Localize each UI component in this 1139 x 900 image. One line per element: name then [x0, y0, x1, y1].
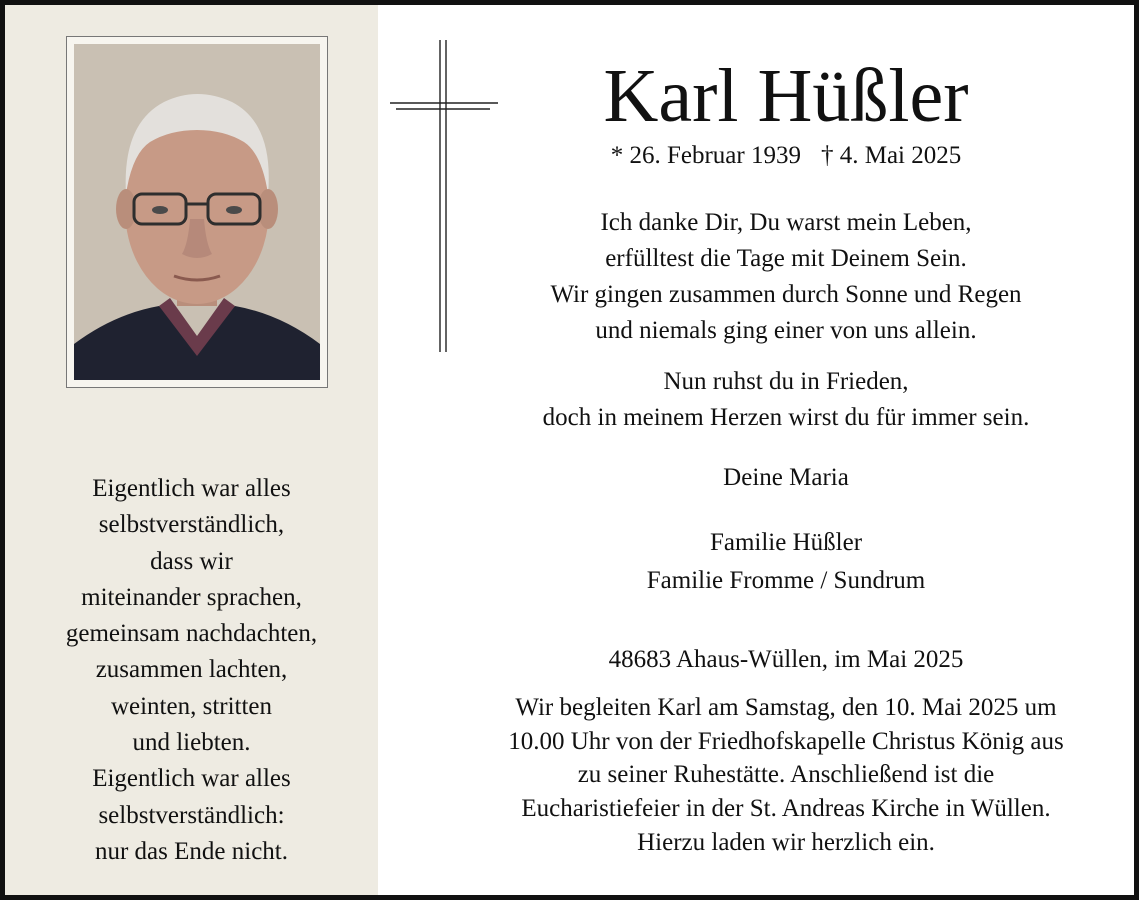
portrait-frame [66, 36, 328, 388]
left-poem [5, 471, 378, 870]
poem-line: erfülltest die Tage mit Deinem Sein. [605, 245, 967, 272]
left-poem-line: selbstverständlich: [98, 801, 285, 829]
signature: Deine Maria [723, 464, 849, 491]
left-poem-line: miteinander sprachen, [81, 583, 302, 611]
birth-date: * 26. Februar 1939 [610, 142, 801, 169]
family-names [408, 524, 1139, 600]
left-poem-line: Eigentlich war alles [92, 765, 291, 793]
funeral-info-line: Eucharistiefeier in der St. Andreas Kirche in Wüllen. [521, 795, 1051, 823]
poem-line: Wir gingen zusammen durch Sonne und Regen [550, 281, 1022, 308]
funeral-info-line: Wir begleiten Karl am Samstag, den 10. Mai 2025 um [515, 694, 1057, 721]
place-date: 48683 Ahaus-Wüllen, im Mai 2025 [608, 646, 964, 673]
poem-line: doch in meinem Herzen wirst du für immer sein. [542, 404, 1030, 431]
funeral-info-line: zu seiner Ruhestätte. Anschließend ist die [577, 761, 995, 789]
second-poem [408, 364, 1139, 436]
left-poem-line: und liebten. [132, 729, 251, 757]
death-date: † 4. Mai 2025 [820, 142, 962, 169]
main-poem [408, 205, 1139, 349]
portrait-illustration [74, 44, 320, 380]
family-line: Familie Fromme / Sundrum [646, 567, 926, 594]
funeral-info [408, 691, 1139, 860]
left-poem-line: weinten, stritten [110, 692, 273, 720]
notice-main [378, 5, 1134, 895]
left-poem-line: dass wir [150, 547, 233, 575]
poem-line: Ich danke Dir, Du warst mein Leben, [600, 209, 972, 236]
left-panel [5, 5, 378, 895]
left-poem-line: zusammen lachten, [95, 656, 288, 684]
left-poem-line: nur das Ende nicht. [94, 837, 288, 865]
poem-line: Nun ruhst du in Frieden, [663, 368, 909, 395]
left-poem-line: selbstverständlich, [98, 511, 285, 539]
left-poem-line: gemeinsam nachdachten, [65, 620, 318, 648]
poem-line: und niemals ging einer von uns allein. [595, 317, 977, 344]
deceased-name: Karl Hüßler [603, 54, 969, 138]
family-line: Familie Hüßler [709, 529, 863, 556]
portrait-photo [74, 44, 320, 380]
funeral-info-line: 10.00 Uhr von der Friedhofskapelle Christus König aus [508, 727, 1064, 755]
left-poem-line: Eigentlich war alles [92, 475, 291, 502]
life-dates [408, 139, 1139, 173]
funeral-info-line: Hierzu laden wir herzlich ein. [637, 828, 935, 856]
